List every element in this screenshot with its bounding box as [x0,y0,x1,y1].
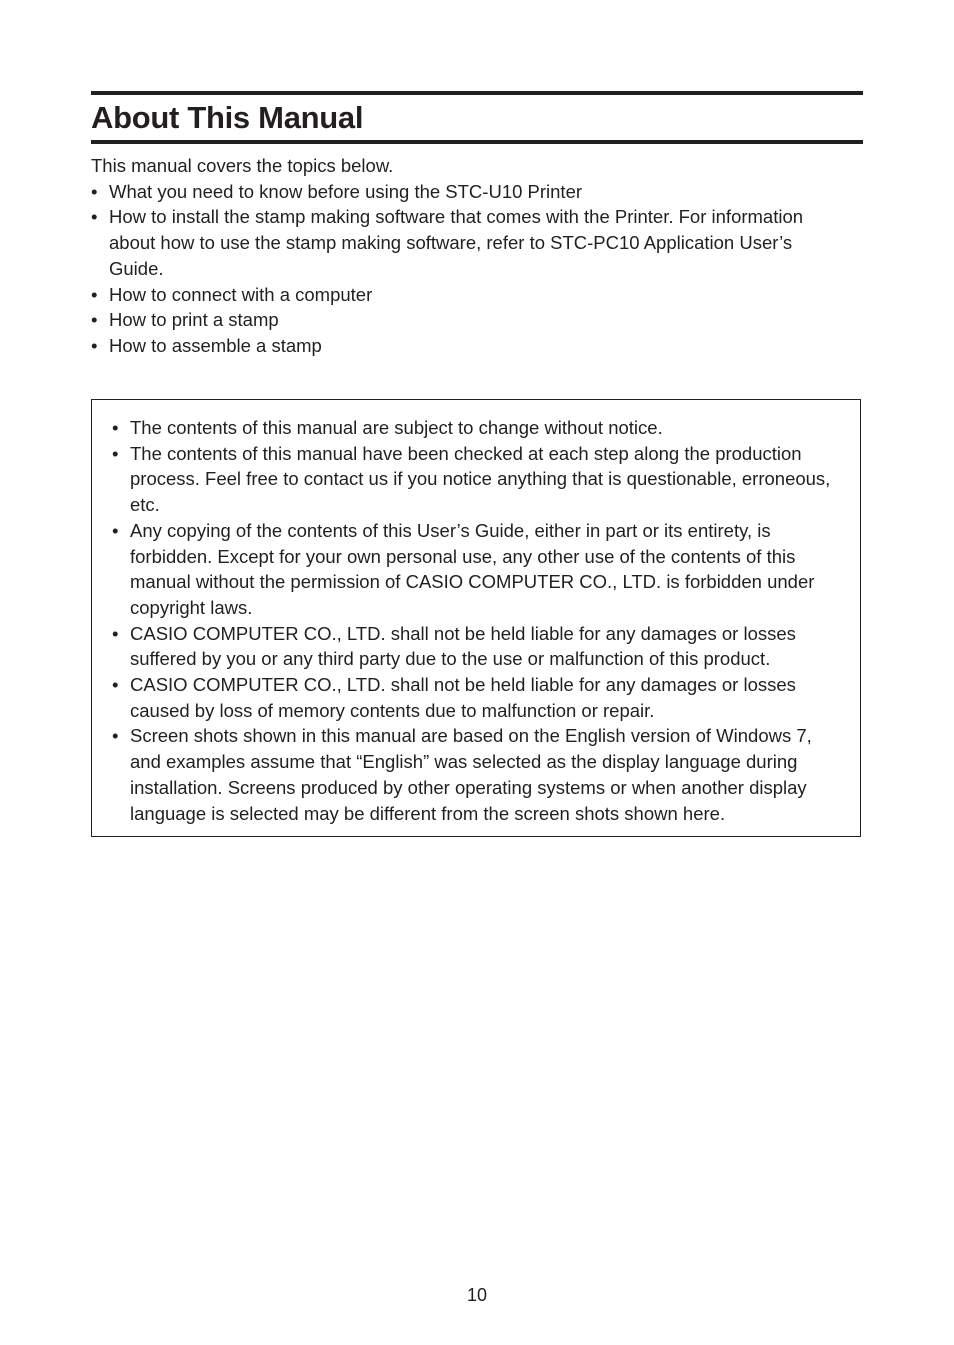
list-item-text: How to print a stamp [109,309,279,331]
bullet-icon: • [112,622,119,644]
bullet-icon: • [91,309,98,331]
list-item [112,415,847,441]
title-rule-bottom [91,140,863,144]
list-item [112,672,847,723]
list-item-text: What you need to know before using the STC-U10 Printer [109,180,583,202]
bullet-icon: • [112,442,119,464]
notice-item-text: The contents of this manual are subject to change without notice. [130,417,663,438]
list-item [112,621,847,672]
list-item [91,307,863,333]
page-title: About This Manual [91,100,364,135]
bullet-icon: • [112,519,119,541]
list-item [91,282,863,308]
notice-item-text: Any copying of the contents of this User’s Guide, either in part or its entirety, is forbidden. Except for your own personal use, any other use of the contents of this manual without the permission of CASIO COMPUTER CO., LTD. is forbidden under copyright laws. [130,519,815,618]
notice-list [112,415,847,826]
list-item [112,723,847,826]
bullet-icon: • [112,674,119,696]
page-number: 10 [466,1285,488,1305]
bullet-icon: • [91,283,98,305]
intro-section [91,153,863,359]
notice-box [91,399,861,837]
list-item-text: How to connect with a computer [109,283,373,305]
intro-lead: This manual covers the topics below. [91,155,394,176]
list-item [112,518,847,621]
bullet-icon: • [112,417,119,438]
list-item [112,441,847,518]
list-item-text: How to install the stamp making software that comes with the Printer. For information about how to use the stamp making software, refer to STC-PC10 Application User’s Guide. [109,206,804,279]
list-item [91,204,863,281]
notice-item-text: Screen shots shown in this manual are based on the English version of Windows 7, and examples assume that “English” was selected as the display language during installation. Screens produced by other operating systems or when another display language is selected may be different from the screen shots shown here. [130,725,812,824]
list-item [91,179,863,205]
bullet-icon: • [91,334,98,356]
topics-list [91,179,863,359]
title-rule-top [91,91,863,95]
notice-list-container [112,415,847,826]
notice-item-text: CASIO COMPUTER CO., LTD. shall not be held liable for any damages or losses suffered by you or any third party due to the use or malfunction of this product. [130,622,796,670]
bullet-icon: • [112,725,119,747]
notice-item-text: CASIO COMPUTER CO., LTD. shall not be held liable for any damages or losses caused by loss of memory contents due to malfunction or repair. [130,674,796,721]
list-item [91,333,863,359]
notice-item-text: The contents of this manual have been checked at each step along the production process. Feel free to contact us if you notice anything that is questionable, erroneous, etc. [130,442,831,516]
bullet-icon: • [91,180,98,202]
list-item-text: How to assemble a stamp [109,334,322,356]
bullet-icon: • [91,206,98,228]
